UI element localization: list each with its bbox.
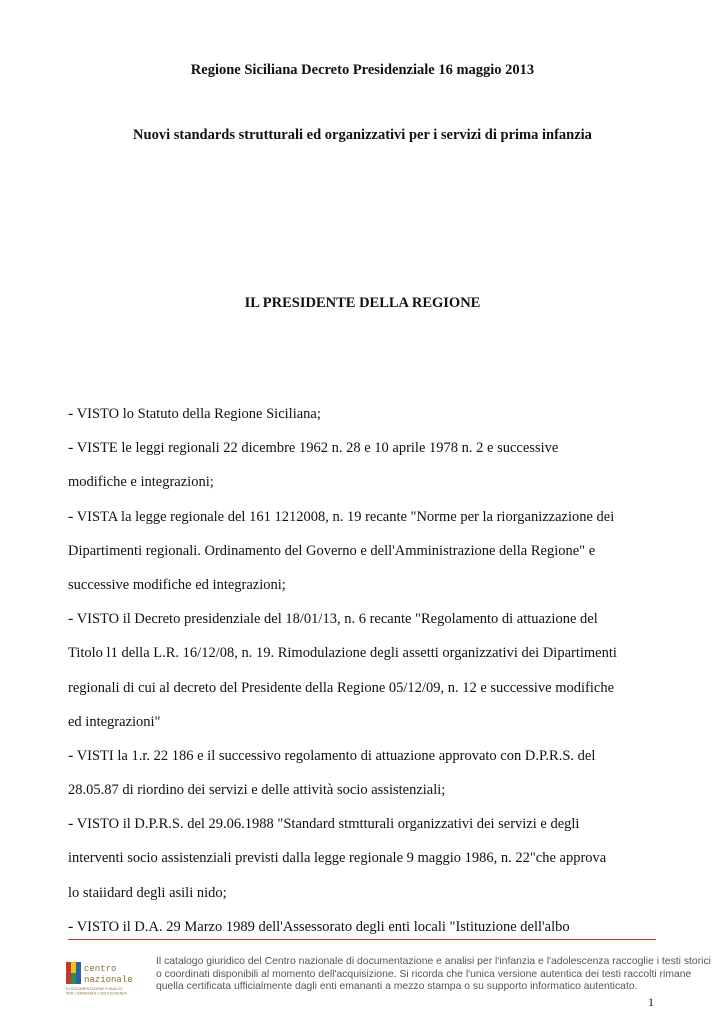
document-body [68, 397, 668, 944]
body-line-text: VISTA la legge regionale del 161 1212008, n. 19 recante "Norme per la riorganizzazione dei [73, 508, 615, 525]
body-line-text: VISTE le leggi regionali 22 dicembre 1962 n. 28 e 10 aprile 1978 n. 2 e successive [73, 440, 559, 457]
body-line [68, 636, 668, 670]
body-line-text: Dipartimenti regionali. Ordinamento del Governo e dell'Amministrazione della Regione" e [68, 542, 596, 559]
body-line-text: successive modifiche ed integrazioni; [68, 576, 286, 593]
body-line-text: VISTO il D.A. 29 Marzo 1989 dell'Assessorato degli enti locali "Istituzione dell'albo [73, 918, 570, 935]
body-line-text: 28.05.87 di riordino dei servizi e delle attività socio assistenziali; [68, 782, 446, 799]
logo-tagline-1: DI DOCUMENTAZIONE E ANALISI [66, 987, 123, 991]
body-line [68, 739, 668, 773]
footer-line: quella certificata ufficialmente dagli enti emananti a mezzo stampa o su supporto informatico autenticato. [156, 981, 638, 993]
body-line [68, 773, 668, 807]
footer-line: Il catalogo giuridico del Centro nazionale di documentazione e analisi per l'infanzia e l'adolescenza raccoglie i testi storici [156, 956, 711, 967]
footer-line: o coordinati disponibili al momento dell'acquisizione. Si ricorda che l'unica versione autentica dei testi raccolti rimane [156, 968, 692, 980]
logo-bar-yellow [71, 962, 76, 973]
body-line-text: VISTO lo Statuto della Regione Siciliana; [73, 406, 321, 422]
footer-disclaimer [156, 956, 711, 994]
body-line [68, 705, 668, 739]
body-line [68, 841, 668, 875]
centro-nazionale-logo [66, 960, 150, 996]
list-dash: - [68, 917, 74, 935]
body-line [68, 500, 668, 534]
section-heading: IL PRESIDENTE DELLA REGIONE [244, 295, 481, 311]
page-number: 1 [648, 995, 654, 1009]
body-line [68, 465, 668, 499]
body-line [68, 431, 668, 465]
body-line [68, 671, 668, 705]
body-line [68, 876, 668, 910]
body-line [68, 568, 668, 602]
body-line-text: Titolo l1 della L.R. 16/12/08, n. 19. Rimodulazione degli assetti organizzativi dei Dipartimenti [68, 645, 617, 662]
list-dash: - [68, 746, 74, 764]
logo-word-centro: centro [84, 964, 117, 974]
list-dash: - [68, 610, 74, 628]
body-line-text: ed integrazioni" [68, 713, 161, 730]
body-line-text: lo staiidard degli asili nido; [68, 884, 227, 901]
body-line-text: VISTO il D.P.R.S. del 29.06.1988 "Standard stmtturali organizzativi dei servizi e degli [73, 816, 580, 833]
document-subtitle: Nuovi standards strutturali ed organizzativi per i servizi di prima infanzia [133, 127, 592, 143]
body-line-text: VISTI la 1.r. 22 186 e il successivo regolamento di attuazione approvato con D.P.R.S. del [73, 747, 596, 764]
body-line-text: modifiche e integrazioni; [68, 474, 214, 491]
list-dash: - [68, 439, 74, 457]
body-line [68, 602, 668, 636]
list-dash: - [68, 815, 74, 833]
body-line [68, 397, 668, 431]
document-title: Regione Siciliana Decreto Presidenziale 16 maggio 2013 [190, 62, 535, 78]
body-line [68, 534, 668, 568]
body-line [68, 807, 668, 841]
logo-tagline-2: PER L'INFANZIA E L'ADOLESCENZA [66, 991, 127, 996]
logo-bar-green [71, 973, 76, 984]
logo-word-nazionale: nazionale [84, 975, 133, 985]
body-line-text: VISTO il Decreto presidenziale del 18/01/13, n. 6 recante "Regolamento di attuazione del [73, 611, 598, 628]
logo-bar-blue [76, 962, 81, 984]
footer-divider [68, 939, 656, 940]
list-dash: - [68, 405, 74, 422]
logo-bar-red [66, 962, 71, 984]
body-line-text: interventi socio assistenziali previsti dalla legge regionale 9 maggio 1986, n. 22"che approva [68, 850, 607, 867]
list-dash: - [68, 507, 74, 525]
body-line-text: regionali di cui al decreto del Presidente della Regione 05/12/09, n. 12 e successive modifiche [68, 679, 615, 696]
